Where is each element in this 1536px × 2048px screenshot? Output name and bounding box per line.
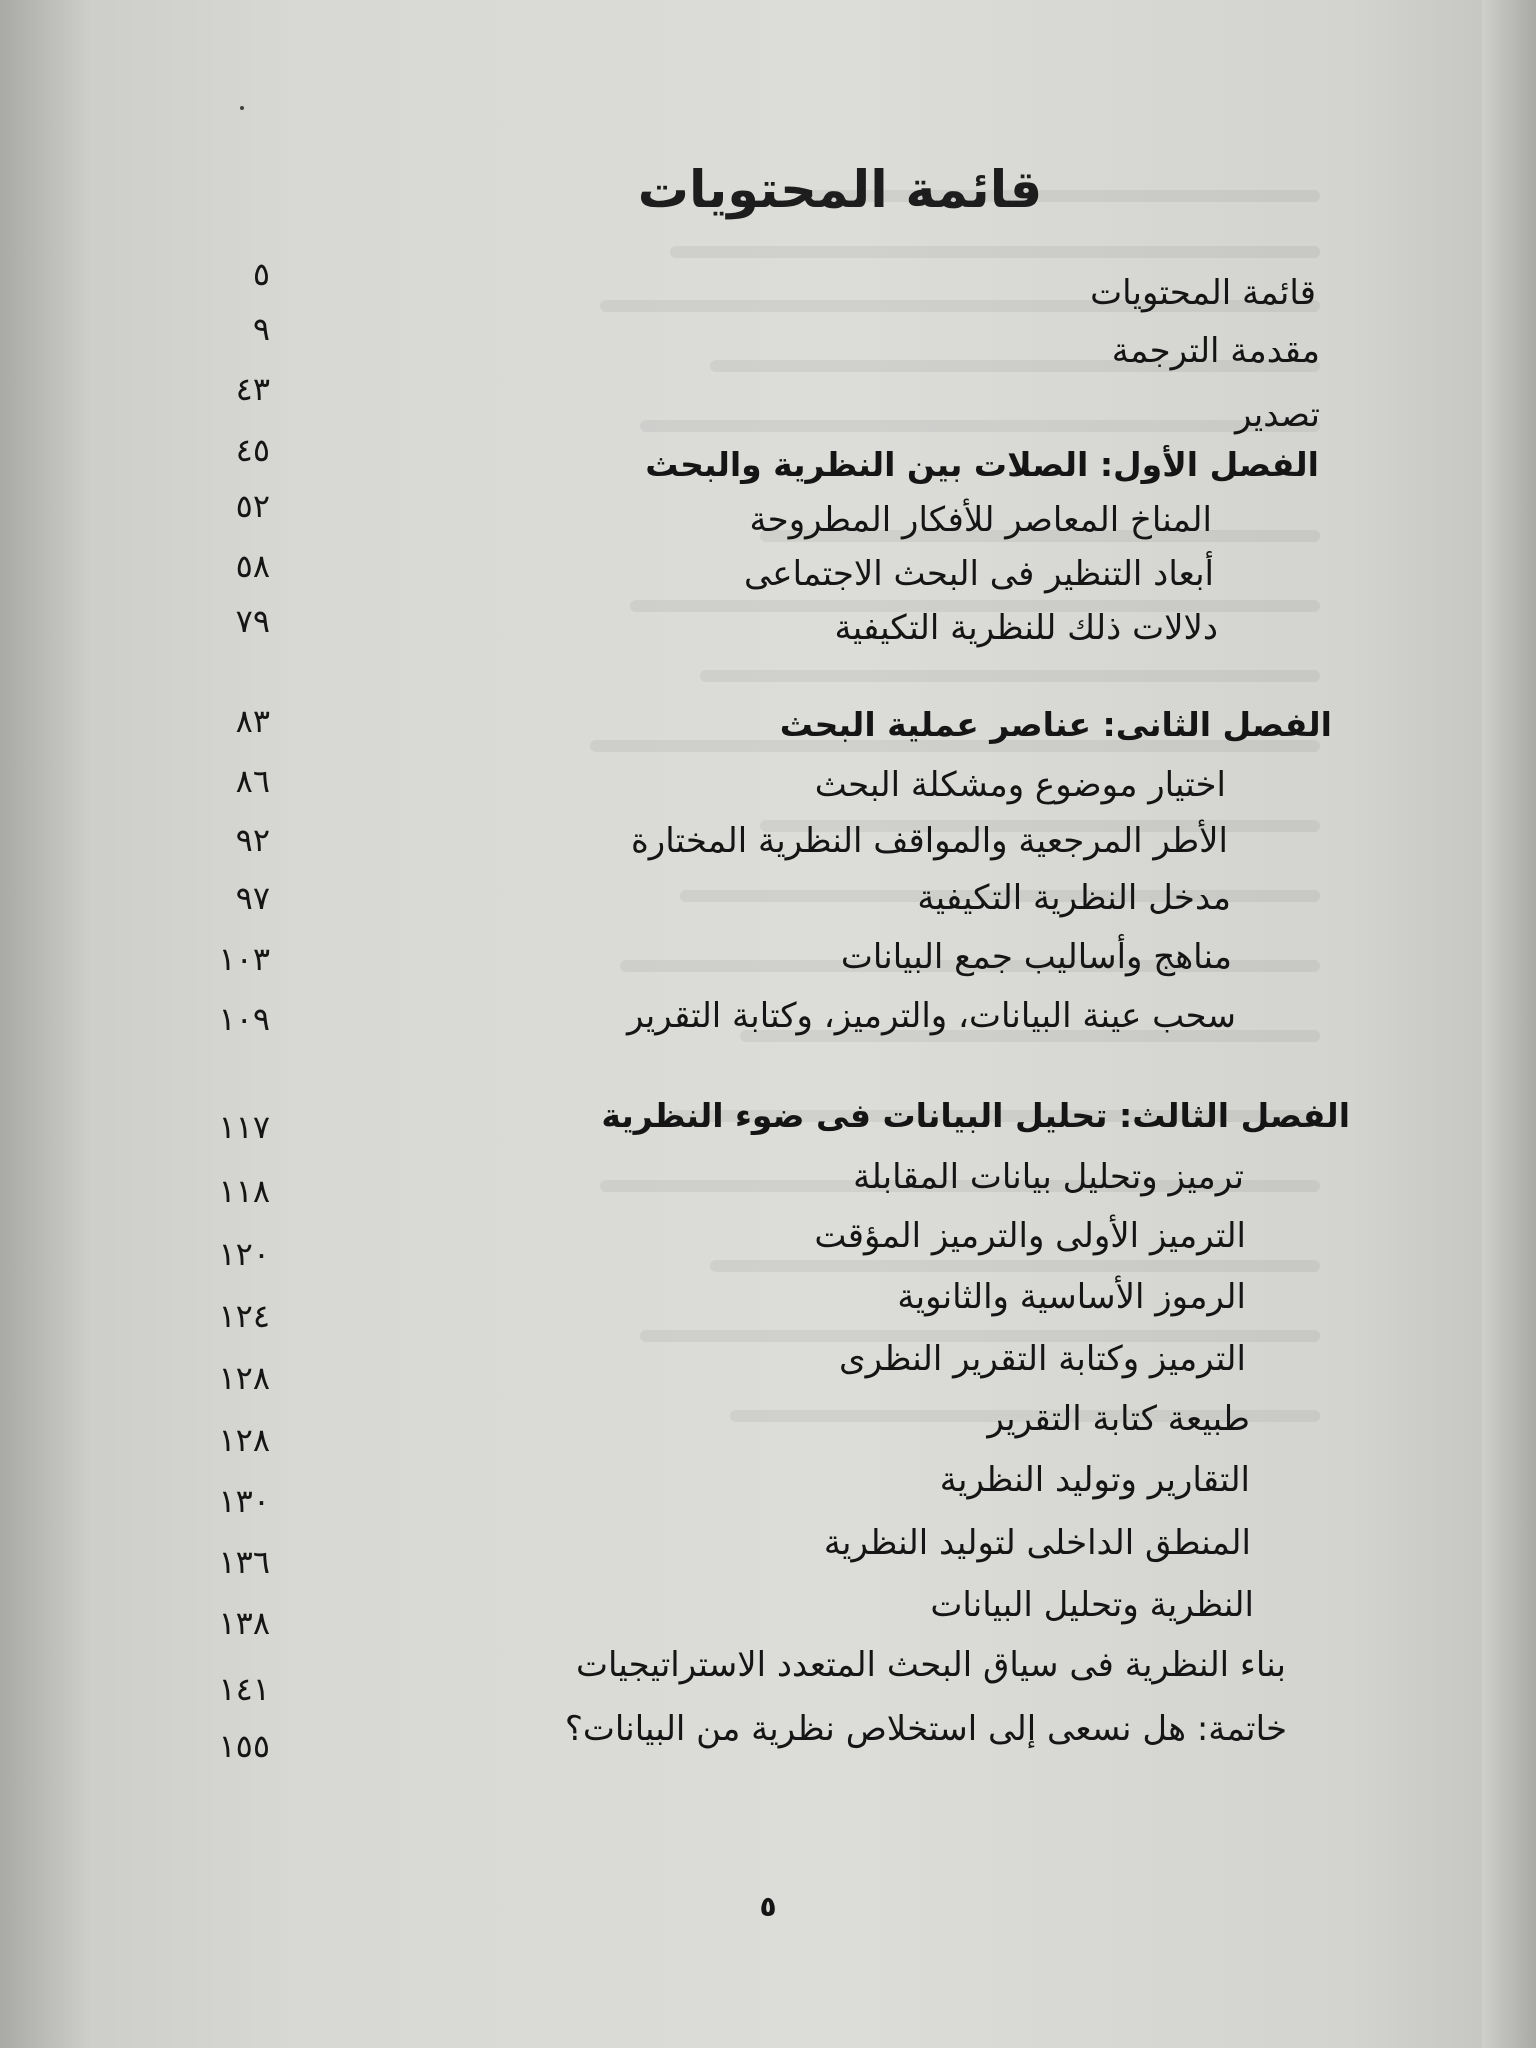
toc-entry-page: ٥٢ bbox=[235, 487, 270, 525]
toc-entry-page: ١٣٦ bbox=[218, 1543, 270, 1581]
toc-entry-page: ١٤١ bbox=[218, 1670, 270, 1708]
toc-entry-title: خاتمة: هل نسعى إلى استخلاص نظرية من البيانات؟ bbox=[564, 1709, 1287, 1749]
toc-entry-page: ٧٩ bbox=[235, 602, 270, 640]
toc-chapter-title: الفصل الثالث: تحليل البيانات فى ضوء النظرية bbox=[601, 1096, 1350, 1135]
toc-section-title: مدخل النظرية التكيفية bbox=[917, 878, 1231, 918]
toc-entry-page: ٥٨ bbox=[235, 547, 270, 585]
toc-entry-page: ١٢٤ bbox=[218, 1297, 270, 1335]
toc-entry-title: مقدمة الترجمة bbox=[1111, 331, 1320, 371]
toc-entry-page: ١٠٩ bbox=[218, 1000, 270, 1038]
toc-entry-page: ١٢٨ bbox=[218, 1421, 270, 1459]
binding-shadow bbox=[0, 0, 90, 2048]
toc-section-title: اختيار موضوع ومشكلة البحث bbox=[814, 765, 1226, 805]
page-edge-shadow bbox=[1482, 0, 1536, 2048]
toc-entry-page: ١٥٥ bbox=[218, 1727, 270, 1765]
toc-section-title: النظرية وتحليل البيانات bbox=[930, 1585, 1254, 1625]
toc-entry-title: تصدير bbox=[1234, 395, 1320, 435]
toc-section-title: التقارير وتوليد النظرية bbox=[939, 1460, 1250, 1500]
page-title: قائمة المحتويات bbox=[637, 161, 1043, 220]
toc-entry-page: ١٣٠ bbox=[218, 1482, 270, 1520]
toc-entry-page: ٥ bbox=[252, 255, 270, 293]
toc-entry-page: ٤٥ bbox=[235, 431, 270, 469]
toc-entry-title: قائمة المحتويات bbox=[1090, 273, 1316, 313]
page-number: ٥ bbox=[759, 1890, 777, 1923]
toc-entry-page: ٩ bbox=[252, 310, 270, 348]
toc-section-title: دلالات ذلك للنظرية التكيفية bbox=[834, 608, 1218, 648]
toc-section-title: الترميز وكتابة التقرير النظرى bbox=[839, 1339, 1246, 1379]
toc-section-title: المناخ المعاصر للأفكار المطروحة bbox=[749, 500, 1212, 540]
print-dot bbox=[240, 106, 244, 110]
toc-entry-page: ٨٦ bbox=[235, 762, 270, 800]
toc-section-title: الأطر المرجعية والمواقف النظرية المختارة bbox=[630, 821, 1228, 861]
toc-section-title: المنطق الداخلى لتوليد النظرية bbox=[823, 1523, 1251, 1563]
toc-entry-page: ٨٣ bbox=[235, 702, 270, 740]
toc-entry-page: ٩٧ bbox=[235, 879, 270, 917]
toc-entry-page: ٤٣ bbox=[235, 370, 270, 408]
toc-section-title: الرموز الأساسية والثانوية bbox=[897, 1277, 1246, 1317]
toc-entry-page: ١١٧ bbox=[218, 1108, 270, 1146]
toc-section-title: ترميز وتحليل بيانات المقابلة bbox=[853, 1157, 1244, 1197]
toc-section-title: طبيعة كتابة التقرير bbox=[987, 1399, 1250, 1439]
toc-chapter-title: الفصل الثانى: عناصر عملية البحث bbox=[779, 705, 1332, 744]
toc-section-title: سحب عينة البيانات، والترميز، وكتابة التقرير bbox=[627, 996, 1236, 1036]
toc-chapter-title: الفصل الأول: الصلات بين النظرية والبحث bbox=[645, 445, 1319, 484]
toc-entry-title: بناء النظرية فى سياق البحث المتعدد الاستراتيجيات bbox=[576, 1645, 1286, 1685]
toc-entry-page: ١١٨ bbox=[218, 1172, 270, 1210]
toc-entry-page: ١٢٨ bbox=[218, 1359, 270, 1397]
toc-section-title: مناهج وأساليب جمع البيانات bbox=[840, 937, 1232, 977]
toc-entry-page: ١٢٠ bbox=[218, 1235, 270, 1273]
toc-entry-page: ٩٢ bbox=[235, 821, 270, 859]
toc-entry-page: ١٣٨ bbox=[218, 1604, 270, 1642]
toc-section-title: الترميز الأولى والترميز المؤقت bbox=[814, 1216, 1246, 1256]
toc-section-title: أبعاد التنظير فى البحث الاجتماعى bbox=[743, 554, 1214, 594]
toc-entry-page: ١٠٣ bbox=[218, 940, 270, 978]
